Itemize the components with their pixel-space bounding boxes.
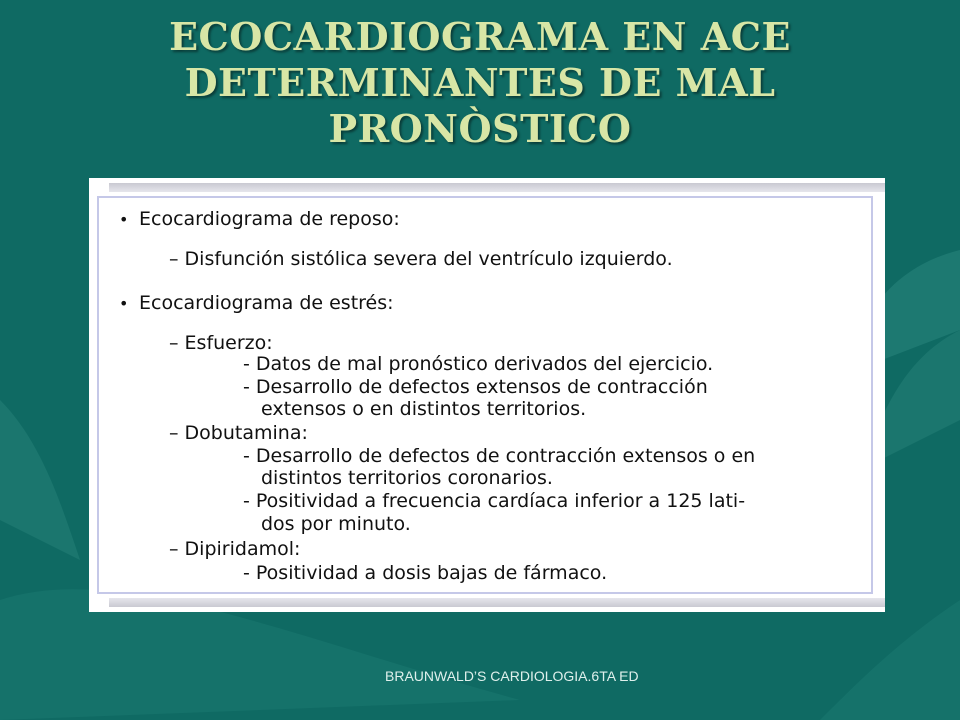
esfuerzo-line-3: extensos o en distintos territorios. (261, 398, 587, 420)
esfuerzo-label: – Esfuerzo: (169, 332, 273, 354)
section-1-heading: Ecocardiograma de reposo: (139, 208, 400, 230)
panel-bottom-shade (109, 598, 885, 607)
dobutamina-line-1: - Desarrollo de defectos de contracción extensos o en (243, 445, 756, 467)
bullet-2: • (119, 294, 129, 313)
dobutamina-label: – Dobutamina: (169, 422, 308, 444)
esfuerzo-line-1: - Datos de mal pronóstico derivados del ejercicio. (243, 353, 714, 375)
section-1-item-1: – Disfunción sistólica severa del ventrículo izquierdo. (169, 248, 673, 270)
dobutamina-line-2: distintos territorios coronarios. (261, 467, 553, 489)
title-line-1: ECOCARDIOGRAMA EN ACE (169, 14, 791, 59)
title-line-2: DETERMINANTES DE MAL (184, 60, 776, 105)
source-footer: BRAUNWALD’S CARDIOLOGIA.6TA ED (385, 668, 639, 684)
bullet-1: • (119, 210, 129, 229)
panel-top-shade (109, 183, 885, 192)
dobutamina-line-3: - Positividad a frecuencia cardíaca inferior a 125 lati- (243, 490, 746, 512)
dipiridamol-line-1: - Positividad a dosis bajas de fármaco. (243, 562, 608, 584)
esfuerzo-line-2: - Desarrollo de defectos extensos de contracción (243, 376, 708, 398)
content-image-panel (89, 178, 885, 612)
section-2-heading: Ecocardiograma de estrés: (139, 292, 394, 314)
title-line-3: PRONÒSTICO (328, 106, 632, 151)
dipiridamol-label: – Dipiridamol: (169, 538, 301, 560)
slide-title (0, 14, 960, 152)
dobutamina-line-4: dos por minuto. (261, 513, 411, 535)
